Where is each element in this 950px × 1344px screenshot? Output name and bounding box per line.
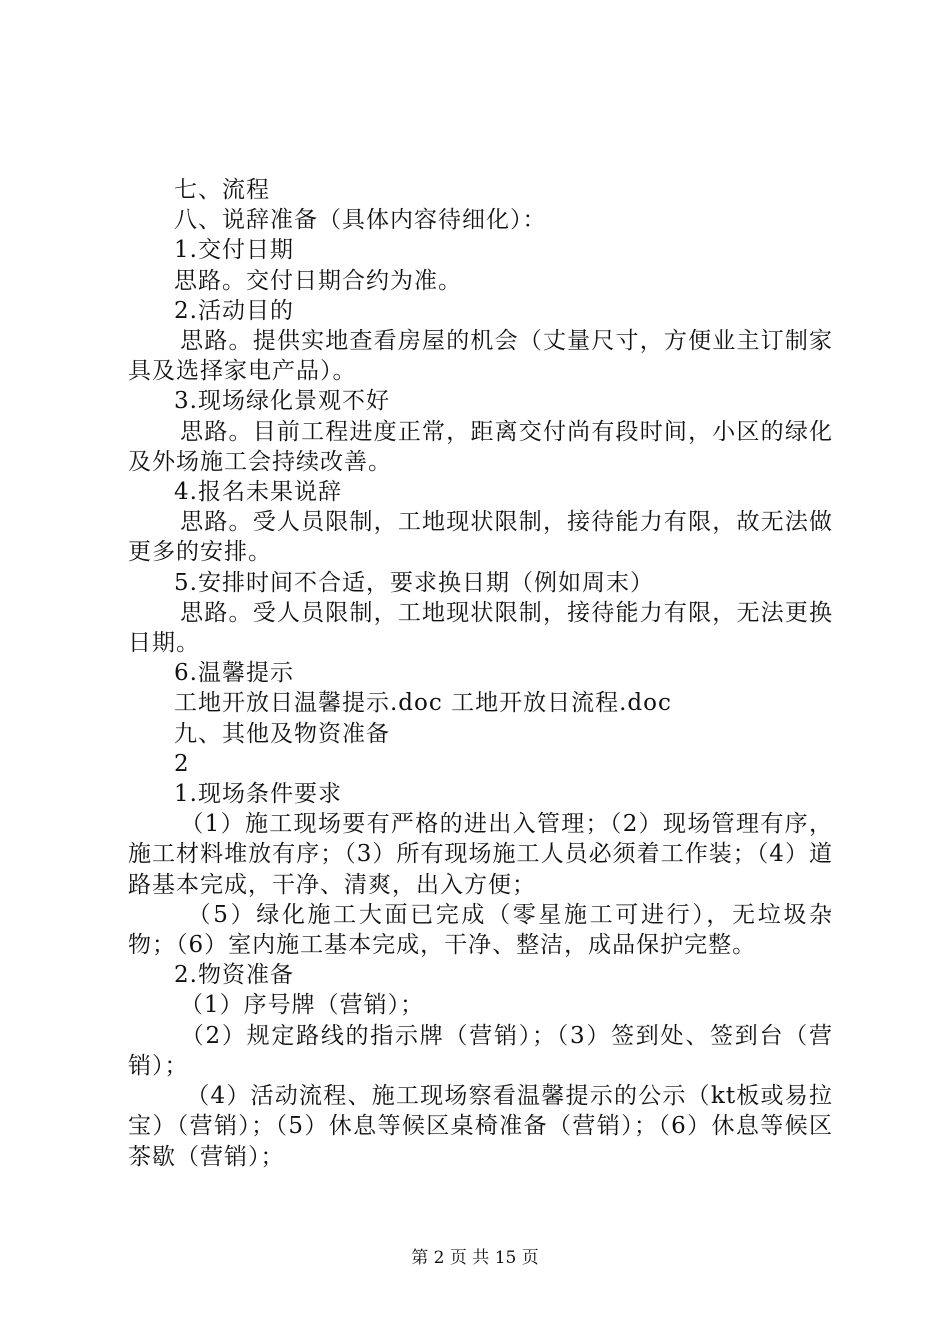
paragraph-signup-failed xyxy=(128,507,833,567)
paragraph-time-change xyxy=(128,598,833,658)
item-heading-warm-tips: 6.温馨提示 xyxy=(174,660,294,687)
paragraph-activity-purpose xyxy=(128,326,833,386)
item-heading-time-change: 5.安排时间不合适，要求换日期（例如周末） xyxy=(174,569,654,596)
section-heading-process: 七、流程 xyxy=(174,177,270,203)
page-footer: 第 2 页 共 15 页 xyxy=(411,1248,539,1268)
paragraph-site-conditions-1 xyxy=(128,809,833,900)
item-heading-signup-failed: 4.报名未果说辞 xyxy=(174,479,342,506)
paragraph-text: 思路。提供实地查看房屋的机会（丈量尺寸，方便业主订制家具及选择家电产品）。 xyxy=(128,328,833,385)
paragraph-text: 思路。受人员限制，工地现状限制，接待能力有限，无法更换日期。 xyxy=(128,599,833,657)
paragraph-text: 思路。目前工程进度正常，距离交付尚有段时间，小区的绿化及外场施工会持续改善。 xyxy=(128,418,833,475)
paragraph-site-conditions-2 xyxy=(128,900,833,960)
paragraph-text: （2）规定路线的指示牌（营销）；（3）签到处、签到台（营销）； xyxy=(128,1022,833,1079)
paragraph-text: （5）绿化施工大面已完成（零星施工可进行），无垃圾杂物；（6）室内施工基本完成，干净、整洁，成品保护完整。 xyxy=(128,901,833,959)
paragraph-landscape xyxy=(128,417,833,477)
section-heading-other: 九、其他及物资准备 xyxy=(174,720,390,747)
paragraph-text: （1）施工现场要有严格的进出入管理；（2）现场管理有序，施工材料堆放有序；（3）所有现场施工人员必须着工作装；（4）道路基本完成，干净、清爽，出入方便； xyxy=(128,811,833,898)
item-heading-site-conditions: 1.现场条件要求 xyxy=(174,781,342,808)
document-body xyxy=(128,175,833,1172)
item-heading-materials: 2.物资准备 xyxy=(174,962,294,989)
paragraph-materials-3 xyxy=(128,1081,833,1172)
item-heading-landscape: 3.现场绿化景观不好 xyxy=(174,388,390,415)
item-heading-activity-purpose: 2.活动目的 xyxy=(174,297,294,324)
item-heading-delivery-date: 1.交付日期 xyxy=(174,237,294,264)
paragraph-delivery-date: 思路。交付日期合约为准。 xyxy=(174,267,462,294)
inline-number: 2 xyxy=(174,750,190,777)
paragraph-text: 思路。受人员限制，工地现状限制，接待能力有限，故无法做更多的安排。 xyxy=(128,509,833,566)
paragraph-text: （4）活动流程、施工现场察看温馨提示的公示（kt板或易拉宝）（营销）；（5）休息等候区桌椅准备（营销）；（6）休息等候区茶歇（营销）； xyxy=(128,1083,833,1170)
paragraph-materials-2 xyxy=(128,1021,833,1081)
section-heading-script-prep: 八、说辞准备（具体内容待细化）： xyxy=(174,207,547,234)
paragraph-materials-1: （1）序号牌（营销）； xyxy=(180,992,425,1019)
attachment-line: 工地开放日温馨提示.doc 工地开放日流程.doc xyxy=(174,690,672,717)
